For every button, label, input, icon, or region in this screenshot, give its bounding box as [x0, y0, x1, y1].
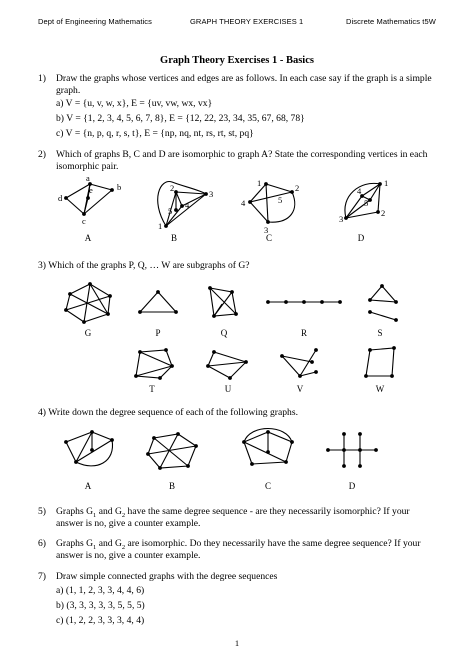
q5-sub-1: 1: [93, 511, 97, 519]
q4-line1: 4) Write down the degree sequence of each of the following graphs.: [38, 407, 298, 418]
q2d-label-5: 5: [364, 198, 369, 208]
q3-caption-u: U: [224, 384, 232, 394]
q2-line2: isomorphic pair.: [56, 161, 119, 172]
q4-caption-d: D: [348, 481, 356, 491]
q2-caption-d: D: [357, 233, 365, 243]
header-left: Dept of Engineering Mathematics: [38, 17, 152, 26]
q5-text-mid: and G: [96, 506, 122, 517]
q2d-label-3: 3: [339, 214, 344, 224]
q6-sub-2: 2: [121, 543, 126, 551]
q2c-label-3: 3: [264, 225, 269, 235]
q1-part-a: a) V = {u, v, w, x}, E = {uv, vw, wx, vx}: [56, 98, 213, 109]
page-title: Graph Theory Exercises 1 - Basics: [160, 55, 314, 66]
q6-line2: answer is no, give a counter example.: [56, 550, 201, 561]
q3-caption-t: T: [149, 384, 155, 394]
header-right: Discrete Mathematics t5W: [346, 17, 436, 26]
q2b-label-2: 2: [170, 183, 175, 193]
q5-line2: answer is no, give a counter example.: [56, 518, 201, 529]
q3-caption-q: Q: [220, 328, 228, 338]
q5-number: 5): [38, 506, 46, 517]
q1-part-b: b) V = {1, 2, 3, 4, 5, 6, 7, 8}, E = {12, 22, 23, 34, 35, 67, 68, 78}: [56, 113, 305, 124]
q2b-label-5: 5: [168, 206, 173, 216]
q2c-label-4: 4: [241, 198, 246, 208]
q2d-label-2: 2: [381, 208, 386, 218]
q2c-label-1: 1: [257, 178, 262, 188]
q2b-label-3: 3: [209, 189, 214, 199]
q2a-label-c: c: [82, 216, 86, 226]
q2-number: 2): [38, 149, 46, 160]
q2a-label-a: a: [86, 173, 90, 183]
q3-caption-s: S: [377, 328, 383, 338]
q2c-label-2: 2: [295, 183, 300, 193]
q6-sub-1: 1: [93, 543, 97, 551]
page-number: 1: [234, 638, 240, 648]
q2b-label-4: 4: [185, 200, 190, 210]
q3-line1: 3) Which of the graphs P, Q, … W are subgraphs of G?: [38, 260, 250, 271]
q2-caption-b: B: [170, 233, 177, 243]
q6-text-mid: and G: [96, 538, 122, 549]
q7-number: 7): [38, 571, 46, 582]
q2-caption-c: C: [265, 233, 272, 243]
q2-line1: Which of graphs B, C and D are isomorphic to graph A? State the corresponding vertices in each: [56, 149, 428, 160]
q3-caption-w: W: [375, 384, 385, 394]
q1-line2: graph.: [56, 85, 81, 96]
q6-number: 6): [38, 538, 46, 549]
q5-text-post: have the same degree sequence - are they necessarily isomorphic? If your: [125, 506, 410, 517]
q7-part-b: b) (3, 3, 3, 3, 3, 5, 5, 5): [56, 600, 145, 611]
q3-caption-v: V: [296, 384, 304, 394]
q2-caption-a: A: [84, 233, 92, 243]
q3-caption-g: G: [84, 328, 92, 338]
q2a-label-d: d: [58, 193, 63, 203]
q4-caption-a: A: [84, 481, 92, 491]
q1-line1: Draw the graphs whose vertices and edges are as follows. In each case say if the graph is a simple: [56, 73, 432, 84]
q2c-label-5: 5: [278, 195, 283, 205]
q2a-label-e: e: [89, 185, 93, 195]
q4-caption-b: B: [168, 481, 175, 491]
q2a-label-b: b: [117, 182, 122, 192]
q5-sub-2: 2: [121, 511, 126, 519]
q7-line1: Draw simple connected graphs with the degree sequences: [56, 571, 278, 582]
q2d-label-4: 4: [357, 186, 362, 196]
q7-part-c: c) (1, 2, 2, 3, 3, 3, 4, 4): [56, 615, 145, 626]
q2d-label-1: 1: [384, 178, 389, 188]
q3-caption-p: P: [155, 328, 161, 338]
q6-text-pre: Graphs G: [56, 538, 94, 549]
header-center: GRAPH THEORY EXERCISES 1: [190, 17, 304, 26]
q7-part-a: a) (1, 1, 2, 3, 3, 4, 4, 6): [56, 585, 145, 596]
q1-part-c: c) V = {n, p, q, r, s, t}, E = {np, nq, nt, rs, rt, st, pq}: [56, 128, 254, 139]
q6-text-post: are isomorphic. Do they necessarily have the same degree sequence? If your: [125, 538, 421, 549]
q2b-label-1: 1: [158, 221, 163, 231]
q3-caption-r: R: [300, 328, 307, 338]
q1-number: 1): [38, 73, 46, 84]
q5-text-pre: Graphs G: [56, 506, 94, 517]
q4-caption-c: C: [264, 481, 271, 491]
